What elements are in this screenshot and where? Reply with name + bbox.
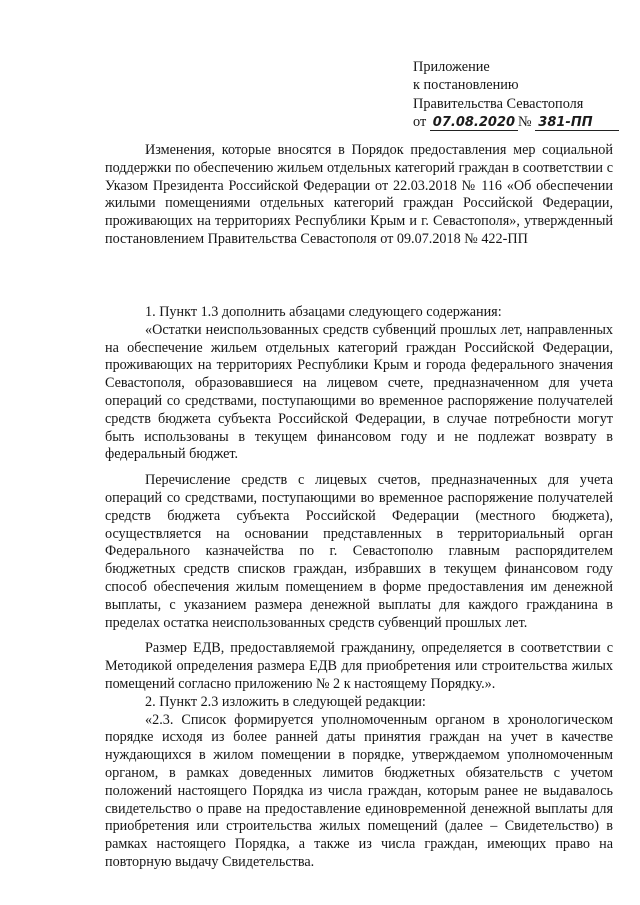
appendix-resolution-label: к постановлению — [413, 77, 519, 94]
paragraph-list-formation: «2.3. Список формируется уполномоченным органом в хронологическом порядке исходя из более ранней даты принятия граждан на учет в качестве нуждающихся в жилом помещении в порядке, утверждаемом уполномоченным органом, в рамках доведенных лимитов бюджетных обязательств с учетом положений настоящего Порядка из числа граждан, которым ранее не выдавалось свидетельство о праве на предоставление единовременной денежной выплаты для приобретения или строительства жилых помещений (далее – Свидетельство) в рамках настоящего Порядка, а также из числа граждан, имеющих право на повторную выдачу Свидетельства. — [105, 711, 613, 870]
appendix-government-label: Правительства Севастополя — [413, 95, 584, 112]
appendix-header — [413, 58, 623, 132]
handwritten-date: 07.08.2020 — [430, 116, 518, 131]
paragraph-balances: «Остатки неиспользованных средств субвенций прошлых лет, направленных на обеспечение жильем отдельных категорий граждан Российской Федерации, проживающих на территориях Республики Крым и города федерального значения Севастополя, образовавшиеся на лицевом счете, предназначенном для учета операций со средствами, поступающими во временное распоряжение получателей средств бюджета субъекта Российской Федерации, в случае потребности могут быть использованы в текущем финансовом году и не подлежат возврату в федеральный бюджет. — [105, 321, 613, 463]
document-title — [105, 142, 613, 249]
paragraph-item-1-heading: 1. Пункт 1.3 дополнить абзацами следующего содержания: — [145, 304, 502, 320]
paragraph-edv-size: Размер ЕДВ, предоставляемой гражданину, определяется в соответствии с Методикой определения размера ЕДВ для приобретения или строительства жилых помещений согласно приложению № 2 к настоящему Порядку.». — [105, 640, 613, 692]
paragraph-transfer: Перечисление средств с лицевых счетов, предназначенных для учета операций со средствами, поступающими во временное распоряжение получателей средств бюджета субъекта Российской Федерации (местного бюджета), осуществляется на основании представленных в территориальный орган Федерального казначейства по г. Севастополю главным распорядителем бюджетных средств списков граждан, избравших в текущем финансовом году способ обеспечения жилым помещением в форме предоставления им денежной выплаты, с указанием размера денежной выплаты для каждого гражданина в пределах остатка неиспользованных средств субвенций прошлых лет. — [105, 472, 613, 631]
number-prefix: № — [518, 114, 532, 131]
date-prefix: от — [413, 114, 427, 131]
handwritten-number: 381-ПП — [535, 116, 618, 131]
document-body — [105, 304, 613, 872]
appendix-label: Приложение — [413, 59, 490, 75]
paragraph-item-2-heading: 2. Пункт 2.3 изложить в следующей редакции: — [145, 693, 426, 710]
title-text: Изменения, которые вносятся в Порядок предоставления мер социальной поддержки по обеспечению жильем отдельных категорий граждан в соответствии с Указом Президента Российской Федерации от 22.03.2018 № 116 «Об обеспечении жилыми помещениями отдельных категорий граждан Российской Федерации, проживающих на территориях Республики Крым и г. Севастополя», утвержденный постановлением Правительства Севастополя от 09.07.2018 № 422-ПП — [105, 142, 613, 247]
appendix-date-line — [413, 113, 623, 131]
